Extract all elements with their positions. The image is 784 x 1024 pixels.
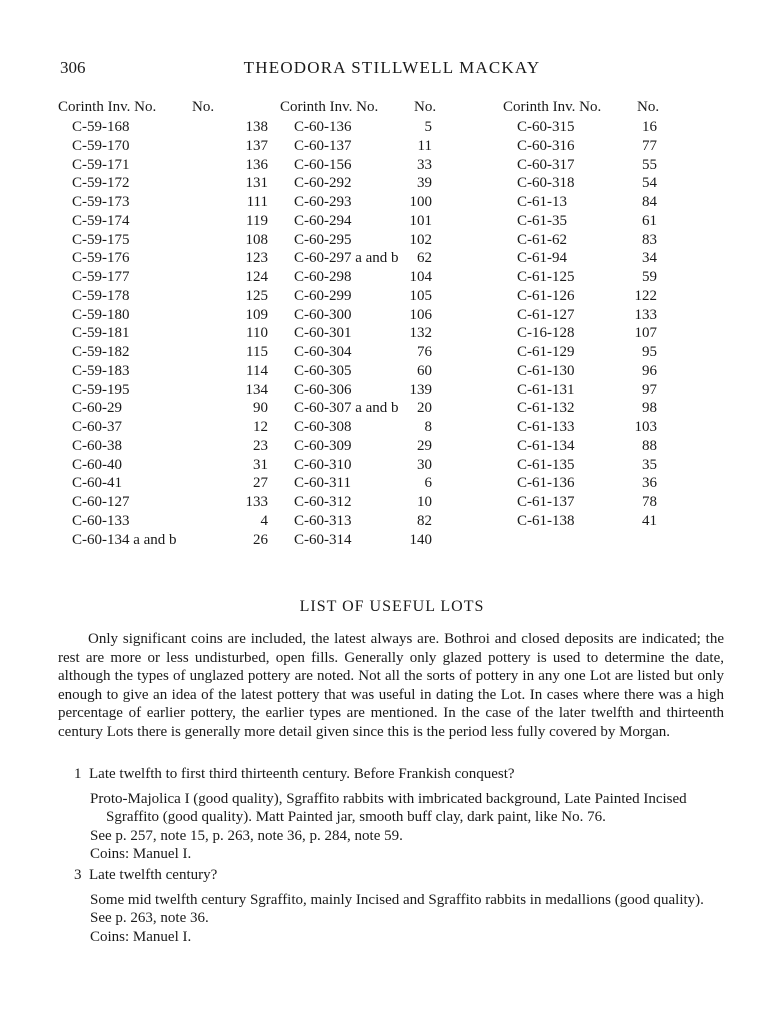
inventory-number: C-60-306 — [294, 381, 352, 398]
catalogue-number: 96 — [642, 362, 657, 379]
table-row — [58, 249, 268, 268]
inventory-number: C-61-134 — [517, 437, 575, 454]
table-row — [58, 531, 268, 550]
table-row — [503, 456, 673, 475]
catalogue-number: 105 — [409, 287, 432, 304]
table-row — [503, 287, 673, 306]
table-row — [58, 268, 268, 287]
table-row — [503, 474, 673, 493]
inventory-number: C-59-178 — [72, 287, 130, 304]
page-header — [58, 58, 726, 80]
catalogue-number: 107 — [634, 325, 657, 342]
table-row — [58, 118, 268, 137]
inventory-number: C-61-129 — [517, 344, 575, 360]
table-row — [503, 193, 673, 212]
inventory-number: C-59-173 — [72, 194, 130, 210]
table-row — [280, 306, 450, 325]
lot-entry — [74, 866, 724, 946]
column-header — [280, 96, 450, 118]
catalogue-number: 98 — [642, 400, 657, 417]
table-row — [280, 381, 450, 400]
table-row — [503, 174, 673, 193]
table-row — [280, 474, 450, 493]
table-row — [503, 231, 673, 250]
inventory-number: C-60-315 — [517, 119, 575, 135]
column-header — [503, 96, 673, 118]
catalogue-number: 114 — [246, 362, 268, 379]
catalogue-number: 59 — [642, 269, 657, 285]
inventory-number: C-59-177 — [72, 269, 130, 285]
catalogue-number: 23 — [253, 437, 268, 454]
catalogue-number: 133 — [245, 494, 268, 510]
table-row — [58, 456, 268, 475]
table-row — [280, 249, 450, 268]
inventory-number: C-60-137 — [294, 137, 352, 154]
inventory-number: C-60-292 — [294, 175, 352, 192]
table-row — [503, 362, 673, 381]
table-row — [58, 493, 268, 512]
inventory-number: C-59-182 — [72, 344, 130, 360]
catalogue-number: 11 — [417, 137, 432, 154]
table-row — [58, 437, 268, 456]
inventory-number: C-60-37 — [72, 419, 122, 435]
inventory-number: C-60-38 — [72, 437, 122, 454]
table-row — [280, 118, 450, 137]
catalogue-number: 90 — [253, 400, 268, 417]
table-row — [503, 212, 673, 231]
catalogue-number: 138 — [245, 119, 268, 135]
inventory-number: C-60-300 — [294, 306, 352, 323]
inventory-number: C-61-126 — [517, 287, 575, 304]
catalogue-number: 34 — [642, 250, 657, 267]
catalogue-number: 12 — [253, 419, 268, 435]
inventory-number: C-61-133 — [517, 419, 575, 435]
inv-number-heading: Corinth Inv. No. — [58, 99, 157, 115]
table-row — [503, 249, 673, 268]
inv-number-heading: Corinth Inv. No. — [280, 99, 379, 115]
catalogue-number: 76 — [417, 344, 432, 360]
inventory-number: C-60-299 — [294, 287, 352, 304]
catalogue-number: 140 — [409, 531, 432, 548]
catalogue-number: 137 — [245, 137, 268, 154]
lot-coins: Coins: Manuel I. — [90, 928, 192, 945]
inventory-number: C-59-183 — [72, 362, 130, 379]
inventory-number: C-16-128 — [517, 325, 575, 342]
catalogue-number: 109 — [245, 306, 268, 323]
table-row — [280, 437, 450, 456]
inventory-number: C-59-176 — [72, 250, 130, 267]
catalogue-number: 6 — [424, 475, 432, 492]
catalogue-number: 131 — [245, 175, 268, 192]
inventory-number: C-60-318 — [517, 175, 575, 192]
catalogue-number: 55 — [642, 156, 657, 173]
table-row — [280, 174, 450, 193]
inventory-number: C-60-309 — [294, 437, 352, 454]
table-row — [58, 324, 268, 343]
inventory-number: C-61-13 — [517, 194, 567, 210]
inventory-number: C-61-132 — [517, 400, 575, 417]
table-row — [503, 306, 673, 325]
catalogue-number: 4 — [260, 512, 268, 529]
inventory-number: C-61-138 — [517, 512, 575, 529]
inventory-number: C-60-311 — [294, 475, 351, 492]
catalogue-number: 103 — [634, 419, 657, 435]
catalogue-number: 111 — [246, 194, 268, 210]
inventory-number: C-59-175 — [72, 231, 130, 248]
inventory-number: C-60-134 a and b — [72, 531, 177, 548]
inventory-number: C-59-171 — [72, 156, 130, 173]
catalogue-number: 61 — [642, 212, 657, 229]
inventory-number: C-60-304 — [294, 344, 352, 360]
inventory-number: C-59-195 — [72, 381, 130, 398]
catalogue-number: 20 — [417, 400, 432, 417]
catalogue-number-heading: No. — [637, 99, 660, 115]
table-row — [58, 212, 268, 231]
inventory-number: C-59-170 — [72, 137, 130, 154]
inventory-number: C-61-94 — [517, 250, 567, 267]
table-row — [58, 474, 268, 493]
inventory-number: C-60-307 a and b — [294, 400, 399, 417]
inventory-list — [503, 118, 673, 531]
lot-heading — [74, 866, 724, 885]
inventory-column-2 — [280, 96, 450, 549]
lot-pottery: Proto-Majolica I (good quality), Sgraffito rabbits with imbricated background, Late Painted Incised Sgraffito (good quality). Matt Painted jar, smooth buff clay, dark paint, like No. 76. — [90, 790, 687, 825]
inventory-number: C-60-312 — [294, 494, 352, 510]
table-row — [280, 418, 450, 437]
table-row — [503, 381, 673, 400]
inventory-number: C-59-172 — [72, 175, 130, 192]
table-row — [503, 399, 673, 418]
inventory-number: C-60-314 — [294, 531, 352, 548]
catalogue-number: 35 — [642, 456, 657, 473]
table-row — [280, 212, 450, 231]
lot-references: See p. 257, note 15, p. 263, note 36, p. 284, note 59. — [90, 827, 403, 844]
table-row — [503, 268, 673, 287]
catalogue-number: 82 — [417, 512, 432, 529]
inventory-number: C-60-313 — [294, 512, 352, 529]
catalogue-number-heading: No. — [414, 99, 437, 115]
table-row — [58, 287, 268, 306]
table-row — [503, 493, 673, 512]
catalogue-number: 84 — [642, 194, 657, 210]
catalogue-number: 110 — [246, 325, 268, 342]
inventory-number: C-59-174 — [72, 212, 130, 229]
inventory-number: C-60-305 — [294, 362, 352, 379]
lot-number: 3 — [74, 867, 82, 883]
catalogue-number: 106 — [409, 306, 432, 323]
table-row — [280, 493, 450, 512]
table-row — [280, 324, 450, 343]
table-row — [280, 231, 450, 250]
lot-body — [90, 790, 724, 864]
table-row — [58, 343, 268, 362]
table-row — [503, 324, 673, 343]
table-row — [280, 137, 450, 156]
inventory-number: C-60-317 — [517, 156, 575, 173]
lot-coins: Coins: Manuel I. — [90, 846, 192, 862]
catalogue-number: 8 — [424, 419, 432, 435]
inventory-number: C-60-127 — [72, 494, 130, 510]
table-row — [58, 399, 268, 418]
catalogue-number: 122 — [634, 287, 657, 304]
catalogue-number: 36 — [642, 475, 657, 492]
table-row — [503, 118, 673, 137]
inventory-number: C-60-133 — [72, 512, 130, 529]
lot-heading — [74, 765, 724, 784]
table-row — [58, 418, 268, 437]
table-row — [280, 512, 450, 531]
catalogue-number: 100 — [409, 194, 432, 210]
catalogue-number: 33 — [417, 156, 432, 173]
table-row — [58, 306, 268, 325]
table-row — [280, 531, 450, 550]
inventory-number: C-60-41 — [72, 475, 122, 492]
catalogue-number: 102 — [409, 231, 432, 248]
catalogue-number: 101 — [409, 212, 432, 229]
inventory-number: C-60-316 — [517, 137, 575, 154]
inventory-number: C-60-294 — [294, 212, 352, 229]
inventory-number: C-61-130 — [517, 362, 575, 379]
catalogue-number: 39 — [417, 175, 432, 192]
inventory-number: C-60-156 — [294, 156, 352, 173]
catalogue-number: 133 — [634, 306, 657, 323]
inventory-column-1 — [58, 96, 268, 549]
catalogue-number: 95 — [642, 344, 657, 360]
lot-references: See p. 263, note 36. — [90, 910, 209, 926]
catalogue-number: 139 — [409, 381, 432, 398]
inventory-number: C-59-181 — [72, 325, 130, 342]
table-row — [58, 174, 268, 193]
table-row — [58, 512, 268, 531]
section-title: LIST OF USEFUL LOTS — [299, 598, 485, 615]
catalogue-number: 5 — [424, 119, 432, 135]
table-row — [503, 437, 673, 456]
table-row — [58, 156, 268, 175]
inventory-number: C-60-293 — [294, 194, 352, 210]
inventory-column-3 — [503, 96, 673, 531]
inventory-number: C-61-125 — [517, 269, 575, 285]
catalogue-number: 26 — [253, 531, 268, 548]
catalogue-number: 97 — [642, 381, 657, 398]
catalogue-number: 29 — [417, 437, 432, 454]
catalogue-number: 88 — [642, 437, 657, 454]
catalogue-number: 16 — [642, 119, 657, 135]
catalogue-number: 132 — [409, 325, 432, 342]
inventory-number: C-61-62 — [517, 231, 567, 248]
inventory-number: C-61-127 — [517, 306, 575, 323]
catalogue-number: 54 — [642, 175, 657, 192]
table-row — [280, 456, 450, 475]
inventory-number: C-60-308 — [294, 419, 352, 435]
table-row — [58, 362, 268, 381]
table-row — [280, 156, 450, 175]
inventory-list — [58, 118, 268, 549]
catalogue-number: 123 — [245, 250, 268, 267]
table-row — [503, 156, 673, 175]
inventory-number: C-60-297 a and b — [294, 250, 399, 267]
inventory-number: C-60-310 — [294, 456, 352, 473]
table-row — [280, 399, 450, 418]
inventory-number: C-61-136 — [517, 475, 575, 492]
table-row — [280, 343, 450, 362]
catalogue-number: 83 — [642, 231, 657, 248]
catalogue-number: 136 — [245, 156, 268, 173]
table-row — [503, 512, 673, 531]
intro-paragraph: Only significant coins are included, the latest always are. Bothroi and closed deposits are indicated; the rest are more or less undisturbed, open fills. Generally only glazed pottery is used to determine the date, although the types of unglazed pottery are noted. Not all the sorts of pottery in any one Lot are listed but only enough to give an idea of the latest pottery that was useful in dating the Lot. In cases where there was a high percentage of earlier pottery, the earlier types are mentioned. In the case of the later twelfth and thirteenth century Lots there is generally more detail given since this is the period less fully covered by Morgan. — [58, 631, 724, 740]
inventory-list — [280, 118, 450, 549]
inventory-number: C-60-295 — [294, 231, 352, 248]
inventory-number: C-60-298 — [294, 269, 352, 285]
inventory-number: C-60-29 — [72, 400, 122, 417]
column-header — [58, 96, 228, 118]
catalogue-number: 60 — [417, 362, 432, 379]
catalogue-number: 104 — [409, 269, 432, 285]
table-row — [503, 418, 673, 437]
table-row — [58, 381, 268, 400]
table-row — [280, 362, 450, 381]
catalogue-number: 134 — [245, 381, 268, 398]
catalogue-number: 27 — [253, 475, 268, 492]
inventory-number: C-60-40 — [72, 456, 122, 473]
running-title: THEODORA STILLWELL MACKAY — [243, 58, 541, 77]
catalogue-number: 77 — [642, 137, 657, 154]
inventory-number: C-61-137 — [517, 494, 575, 510]
catalogue-number: 78 — [642, 494, 657, 510]
lot-entry — [74, 765, 724, 864]
inventory-number: C-61-35 — [517, 212, 567, 229]
catalogue-number: 125 — [245, 287, 268, 304]
catalogue-number: 124 — [245, 269, 268, 285]
inv-number-heading: Corinth Inv. No. — [503, 99, 602, 115]
catalogue-number: 31 — [253, 456, 268, 473]
catalogue-number: 10 — [417, 494, 432, 510]
table-row — [280, 193, 450, 212]
inventory-number: C-59-168 — [72, 119, 130, 135]
catalogue-number: 62 — [417, 250, 432, 267]
table-row — [503, 343, 673, 362]
lot-title: Late twelfth to first third thirteenth century. Before Frankish conquest? — [89, 766, 515, 782]
inventory-number: C-60-136 — [294, 119, 352, 135]
lot-number: 1 — [74, 766, 82, 782]
catalogue-number: 119 — [246, 212, 268, 229]
catalogue-number: 115 — [246, 344, 268, 360]
lot-title: Late twelfth century? — [89, 867, 218, 883]
table-row — [503, 137, 673, 156]
table-row — [280, 287, 450, 306]
inventory-number: C-60-301 — [294, 325, 352, 342]
table-row — [58, 231, 268, 250]
inventory-number: C-61-135 — [517, 456, 575, 473]
catalogue-number: 30 — [417, 456, 432, 473]
catalogue-number: 108 — [245, 231, 268, 248]
table-row — [58, 193, 268, 212]
table-row — [280, 268, 450, 287]
inventory-number: C-59-180 — [72, 306, 130, 323]
inventory-number: C-61-131 — [517, 381, 575, 398]
catalogue-number-heading: No. — [192, 99, 215, 115]
lot-body — [90, 891, 724, 947]
page-number: 306 — [60, 58, 86, 77]
catalogue-number: 41 — [642, 512, 657, 529]
table-row — [58, 137, 268, 156]
lot-pottery: Some mid twelfth century Sgraffito, mainly Incised and Sgraffito rabbits in medallions (good quality). — [90, 891, 704, 908]
